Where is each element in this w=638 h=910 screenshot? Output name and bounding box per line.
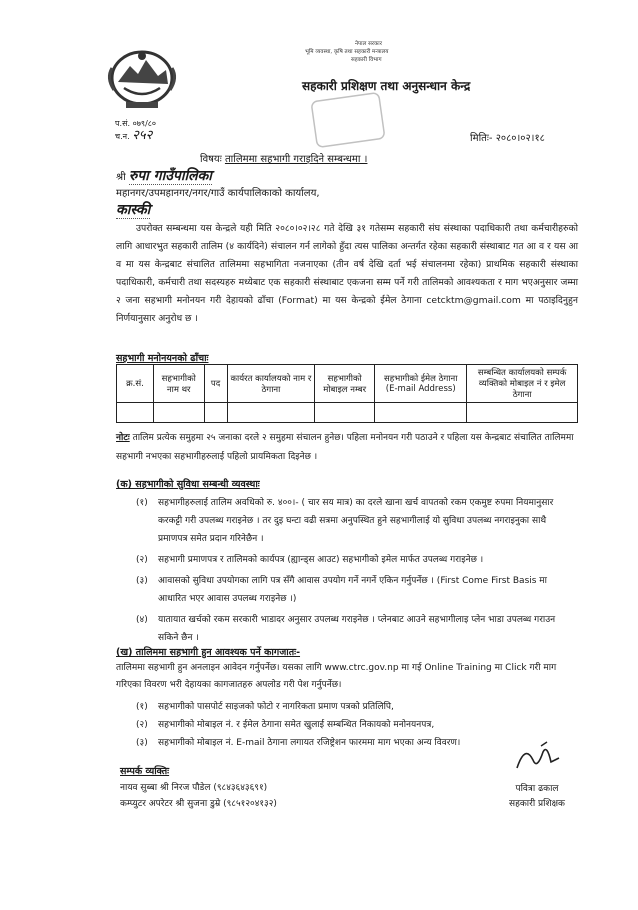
recipient-block	[116, 168, 576, 220]
header-line-3: सहकारी विभाग	[351, 57, 382, 63]
body-paragraph: उपरोक्त सम्बन्धमा यस केन्द्रले यही मिति २०८०।०२।२८ गते देखि ३१ गतेसम्म सहकारी संघ संस्थाका पदाधिकारी तथा कर्मचारीहरुको लागि आधारभुत सहकारी तालिम (४ कार्यदिने) संचालन गर्न लागेको हुँदा त्यस पालिका अन्तर्गत रहेका सहकारी संस्थाबाट गत आ व र यस आ व मा यस केन्द्रबाट संचालित तालिममा सहभागिता नजनाएका (तीन वर्ष देखि दर्ता भई संचालनमा रहेका) प्राथमिक सहकारी संस्थाका पदाधिकारी, कर्मचारी तथा सदस्यहरु मध्येबाट एक सहकारी संस्थाबाट एकजना सम्म पर्ने गरी तालिमको आवश्यकता र माग भएअनुसार जम्मा २ जना सहभागी मनोनयन गरी देहायको ढाँचा (Format) मा यस केन्द्रको ईमेल ठेगाना cetcktm@gmail.com मा पठाइदिनुहुन निर्णयानुसार अनुरोध छ ।	[116, 223, 578, 324]
date-value: २०८०।०२।१८	[495, 133, 545, 144]
nomination-format-title: सहभागी मनोनयनको ढाँचाः	[116, 353, 209, 364]
date-label: मितिः-	[470, 133, 493, 144]
section-kha-title: (ख) तालिममा सहभागी हुन आवश्यक पर्ने कागजातः-	[116, 647, 301, 658]
table-header-row	[117, 365, 578, 403]
subject-text: तालिममा सहभागी गराइदिने सम्बन्धमा ।	[224, 154, 368, 165]
chn-value: २५२	[132, 128, 153, 143]
table-header-cell: सहभागीको ईमेल ठेगाना (E-mail Address)	[375, 365, 467, 403]
subject-line	[200, 151, 367, 165]
note-label: नोटः	[116, 433, 130, 443]
section-kha-intro: तालिममा सहभागी हुन अनलाइन आवेदन गर्नुपर्नेछ। यसका लागि www.ctrc.gov.np मा गई Online Training मा Click गरी माग गरिएका विवरण भरी देहायका कागजातहरु अपलोड गरी पेश गर्नुपर्नेछ।	[116, 663, 557, 690]
center-name: सहकारी प्रशिक्षण तथा अनुसन्धान केन्द्र	[302, 79, 471, 93]
contact-person-2: कम्प्युटर अपरेटर श्री सुजना डुम्रे (९८५१२०४१३२)	[120, 799, 277, 809]
nepal-emblem-logo	[102, 44, 182, 110]
recipient-shri: श्री	[116, 172, 126, 183]
contact-title: सम्पर्क व्यक्तिः	[120, 766, 170, 777]
contact-person-1: नायव सुब्बा श्री निरज पौडेल (९८४३६४३६९१)	[120, 783, 268, 793]
section-ka-title: (क) सहभागीको सुविधा सम्बन्धी व्यवस्थाः	[116, 479, 260, 490]
chn-label: च.न.	[115, 132, 130, 141]
ministry-header	[305, 40, 455, 64]
list-item: (२) सहभागी प्रमाणपत्र र तालिमको कार्यपत्र (ह्यान्ड्स आउट) सहभागीको इमेल मार्फत उपलब्ध गराइनेछ ।	[136, 555, 484, 565]
recipient-name: रुपा गाउँपालिका	[128, 168, 212, 184]
signatory-title: सहकारी प्रशिक्षक	[509, 799, 565, 809]
list-item: (१) सहभागीहरुलाई तालिम अवधिको रु. ४००।- ( चार सय मात्र) का दरले खाना खर्च वापतको रकम एकमुष्ट रुपमा नियमानुसार करकट्टी गरी उपलब्ध गराइनेछ । तर दुइ घन्टा वढी सत्रमा अनुपस्थित हुने सहभागीलाई यो सुविधा उपलब्ध नगराइनुका साथै प्रमाणपत्र समेत प्रदान गरिनेछैन ।	[136, 498, 554, 544]
header-line-1: नेपाल सरकार	[355, 41, 382, 47]
signatory-name: पवित्रा ढकाल	[515, 784, 559, 794]
table-header-cell: सहभागीको मोबाइल नम्बर	[315, 365, 375, 403]
list-item: (२) सहभागीको मोबाइल नं. र ईमेल ठेगाना समेत खुलाई सम्बन्धित निकायको मनोनयनपत्र,	[136, 720, 435, 730]
table-header-cell: पद	[204, 365, 227, 403]
table-header-cell: क्र.सं.	[117, 365, 154, 403]
list-item: (१) सहभागीको पासपोर्ट साइजको फोटो र नागरिकता प्रमाण पत्रको प्रतिलिपि,	[136, 702, 394, 712]
office-stamp	[309, 90, 387, 150]
handwritten-signature	[507, 740, 567, 776]
contact-block	[120, 764, 277, 812]
subject-label: विषयः	[200, 154, 222, 165]
letter-date	[470, 130, 545, 144]
list-item: (४) यातायात खर्चको रकम सरकारी भाडादर अनुसार उपलब्ध गराइनेछ । प्लेनबाट आउने सहभागीलाइ प्लेन भाडा उपलब्ध गराउन सकिने छैन ।	[136, 615, 556, 643]
ps-label: प.सं.	[115, 119, 131, 128]
list-item: (३) आवासको सुविधा उपयोगका लागि पत्र सँगै आवास उपयोग गर्ने नगर्ने एकिन गर्नुपर्नेछ । (First Come First Basis मा आधारित भएर आवास उपलब्ध गराइनेछ ।)	[136, 576, 548, 604]
table-blank-row	[117, 403, 578, 423]
table-header-cell: सहभागीको नाम थर	[153, 365, 204, 403]
reference-block	[115, 118, 156, 143]
nomination-table	[116, 364, 578, 423]
table-header-cell: सम्बन्धित कार्यालयको सम्पर्क व्यक्तिको मोबाइल नं र इमेल ठेगाना	[467, 365, 578, 403]
table-header-cell: कार्यरत कार्यालयको नाम र ठेगाना	[227, 365, 315, 403]
header-line-2: भूमि व्यवस्था, कृषि तथा सहकारी मन्त्रालय	[305, 49, 389, 55]
ps-value: ०७९/८०	[132, 119, 157, 128]
section-ka-list	[136, 494, 574, 647]
signature-block	[487, 740, 587, 812]
recipient-location: कास्की	[116, 202, 151, 218]
list-item: (३) सहभागीको मोबाइल नं. E-mail ठेगाना लगायत रजिष्ट्रेशन फारममा माग भएका अन्य विवरण।	[136, 738, 461, 748]
note-text: तालिम प्रत्येक समुहमा २५ जनाका दरले २ समुहमा संचालन हुनेछ। पहिला मनोनयन गरी पठाउने र पहिला यस केन्द्रबाट संचालित तालिममा सहभागी नभएका सहभागीहरुलाई पहिलो प्रायमिकता दिइनेछ ।	[116, 433, 574, 462]
note-block	[116, 429, 578, 467]
recipient-office-line: महानगर/उपमहानगर/नगर/गाउँ कार्यपालिकाको कार्यालय,	[116, 188, 320, 199]
